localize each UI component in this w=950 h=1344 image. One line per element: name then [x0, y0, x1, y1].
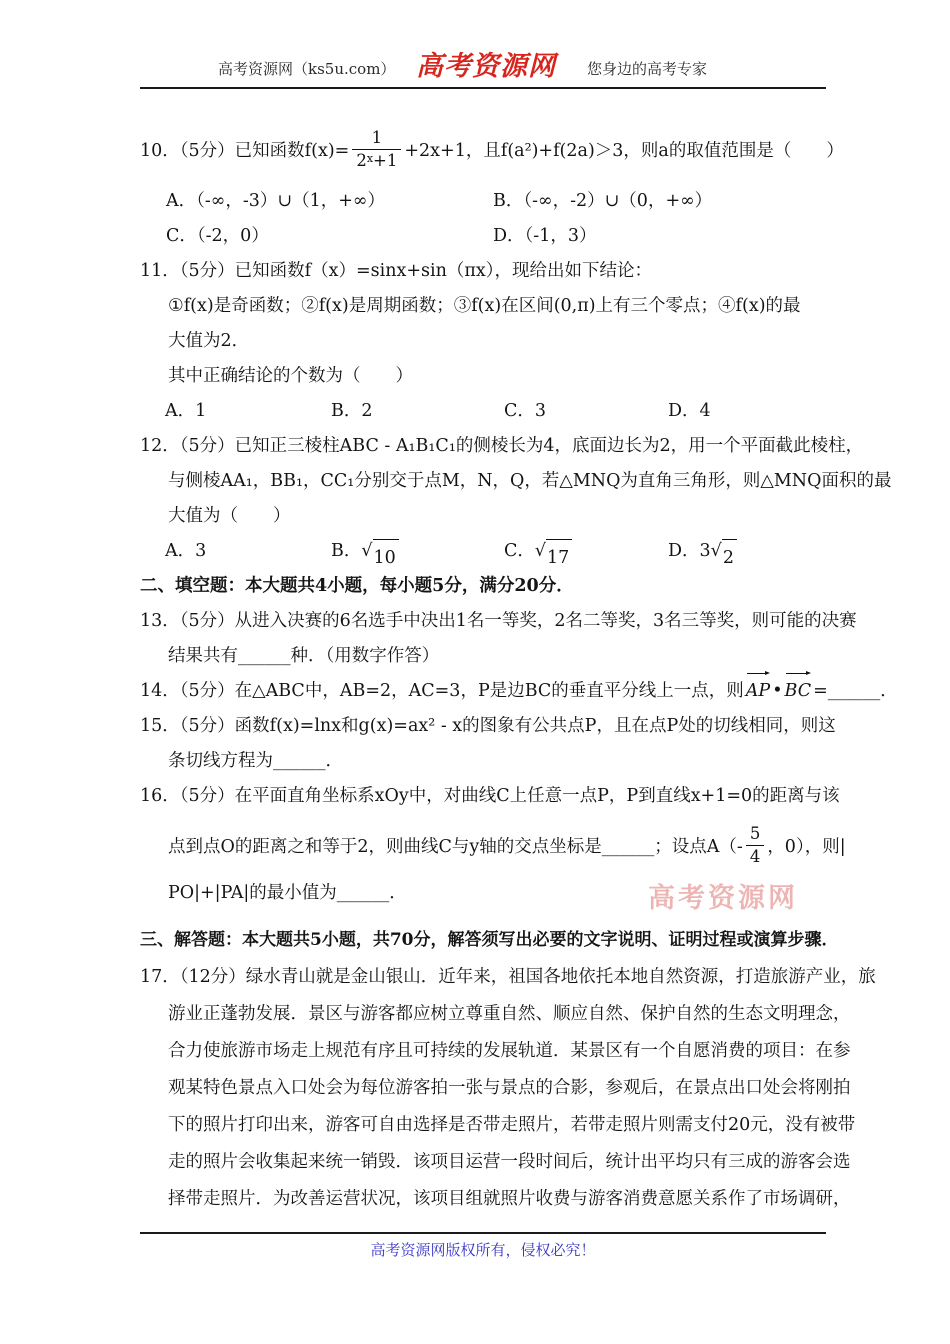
- q15-line-1: 15．（5分）函数f(x)=lnx和g(x)=ax² - x的图象有公共点P，且在点P处的切线相同，则这: [140, 716, 836, 736]
- q12-option-c: C． √ 17: [504, 534, 668, 576]
- q16-fraction: [746, 824, 765, 867]
- q16-text-pre: 点到点O的距离之和等于2，则曲线C与y轴的交点坐标是______；设点A（-: [168, 836, 743, 857]
- q14-text-pre: 14．（5分）在△ABC中，AB=2，AC=3，P是边BC的垂直平分线上一点，则: [140, 681, 744, 701]
- sqrt-sign: √: [361, 541, 373, 561]
- q11-option-d: D．4: [668, 401, 711, 421]
- question-11-options: [140, 394, 830, 429]
- q10-text-post: +2x+1，且f(a²)+f(2a)＞3，则a的取值范围是（ ）: [404, 140, 844, 161]
- q17-line-5: 下的照片打印出来，游客可自由选择是否带走照片，若带走照片则需支付20元，没有被带: [168, 1115, 856, 1135]
- sqrt-radical: √ 2: [711, 539, 737, 576]
- section-heading-solutions: 三、解答题：本大题共5小题，共70分，解答须写出必要的文字说明、证明过程或演算步骤．: [140, 930, 839, 950]
- q17-line-6: 走的照片会收集起来统一销毁．该项目运营一段时间后，统计出平均只有三成的游客会选: [168, 1152, 851, 1172]
- q16-line-1: 16．（5分）在平面直角坐标系xOy中，对曲线C上任意一点P，P到直线x+1=0的距离与该: [140, 786, 840, 806]
- question-14: [140, 674, 898, 709]
- q12-line-1: 12．（5分）已知正三棱柱ABC - A₁B₁C₁的侧棱长为4，底面边长为2，用一个平面截此棱柱，: [140, 436, 864, 456]
- q12-option-a: A．3: [165, 541, 207, 561]
- q17-line-2: 游业正蓬勃发展．景区与游客都应树立尊重自然、顺应自然、保护自然的生态文明理念，: [168, 1004, 851, 1024]
- q11-option-a: A．1: [165, 401, 207, 421]
- q17-line-1: 17．（12分）绿水青山就是金山银山．近年来，祖国各地依托本地自然资源，打造旅游产业，旅: [140, 967, 876, 987]
- q17-line-4: 观某特色景点入口处会为每位游客拍一张与景点的合影，参观后，在景点出口处会将刚拍: [168, 1078, 851, 1098]
- q15-line-2: 条切线方程为______．: [168, 751, 343, 771]
- site-name: 高考资源网（ks5u.com）: [218, 60, 396, 78]
- sqrt-sign: √: [710, 541, 722, 561]
- question-17: [140, 959, 876, 1218]
- q13-line-1: 13．（5分）从进入决赛的6名选手中决出1名一等奖，2名二等奖，3名三等奖，则可能的决赛: [140, 611, 857, 631]
- section-heading-fill-in: 二、填空题：本大题共4小题，每小题5分，满分20分．: [140, 576, 574, 596]
- q11-line-1: 11．（5分）已知函数f（x）=sinx+sin（πx），现给出如下结论：: [140, 261, 653, 281]
- question-10-options-row-2: [140, 219, 830, 254]
- site-tagline: 您身边的高考专家: [587, 60, 708, 78]
- q17-line-3: 合力使旅游市场走上规范有序且可持续的发展轨道．某景区有一个自愿消费的项目：在参: [168, 1041, 851, 1061]
- q10-fraction-numerator: 1: [371, 127, 383, 147]
- q11-option-c: C．3: [504, 401, 547, 421]
- copyright-notice: 高考资源网版权所有，侵权必究！: [370, 1241, 596, 1259]
- q10-fraction: [352, 128, 401, 171]
- q12-line-2: 与侧棱AA₁，BB₁，CC₁分别交于点M，N，Q，若△MNQ为直角三角形，则△MNQ面积的最: [168, 471, 892, 491]
- q10-option-a: A．（-∞，-3）∪（1，+∞）: [166, 191, 385, 211]
- q12-option-d: D．3 √ 2: [668, 534, 830, 576]
- watermark: 高考资源网: [648, 883, 798, 914]
- q17-line-7: 择带走照片．为改善运营状况，该项目组就照片收费与游客消费意愿关系作了市场调研，: [168, 1189, 851, 1209]
- q10-option-b: B．（-∞，-2）∪（0，+∞）: [493, 191, 713, 211]
- q14-text-post: =______．: [813, 681, 898, 701]
- q10-option-c: C．（-2，0）: [166, 226, 269, 246]
- question-10-options-row-1: [140, 184, 830, 219]
- question-12-options: [140, 534, 830, 569]
- q11-line-2: ①f(x)是奇函数；②f(x)是周期函数；③f(x)在区间(0,π)上有三个零点；④f(x)的最: [168, 296, 801, 316]
- q16-line-3: PO|+|PA|的最小值为______．: [168, 883, 407, 903]
- q16-text-post: ，0），则|: [767, 836, 846, 857]
- sqrt-radical: √ 17: [535, 539, 572, 576]
- page-footer: [140, 1232, 826, 1260]
- q16-fraction-denominator: 4: [746, 845, 765, 867]
- sqrt-radical: √ 10: [361, 539, 398, 576]
- site-logo: 高考资源网: [416, 51, 556, 82]
- vector-AP: AP: [746, 674, 770, 709]
- q11-line-4: 其中正确结论的个数为（ ）: [168, 366, 413, 386]
- page-header: [140, 0, 826, 89]
- q16-line-2: [140, 814, 846, 876]
- question-10-stem: [140, 114, 844, 184]
- q12-line-3: 大值为（ ）: [168, 506, 291, 526]
- q11-option-b: B．2: [331, 401, 373, 421]
- q11-line-3: 大值为2．: [168, 331, 250, 351]
- exam-body: [140, 114, 898, 1218]
- q16-fraction-numerator: 5: [749, 823, 761, 843]
- q10-fraction-denominator: $2^x+1$: [352, 149, 401, 171]
- q12-option-b: B． √ 10: [331, 534, 504, 576]
- q13-line-2: 结果共有______种．（用数字作答）: [168, 646, 440, 666]
- q10-option-d: D．（-1，3）: [493, 226, 597, 246]
- q10-text-pre: 10．（5分）已知函数f(x)=: [140, 140, 350, 161]
- vector-BC: BC: [785, 674, 812, 709]
- sqrt-sign: √: [534, 541, 547, 561]
- dot-operator: •: [772, 681, 783, 701]
